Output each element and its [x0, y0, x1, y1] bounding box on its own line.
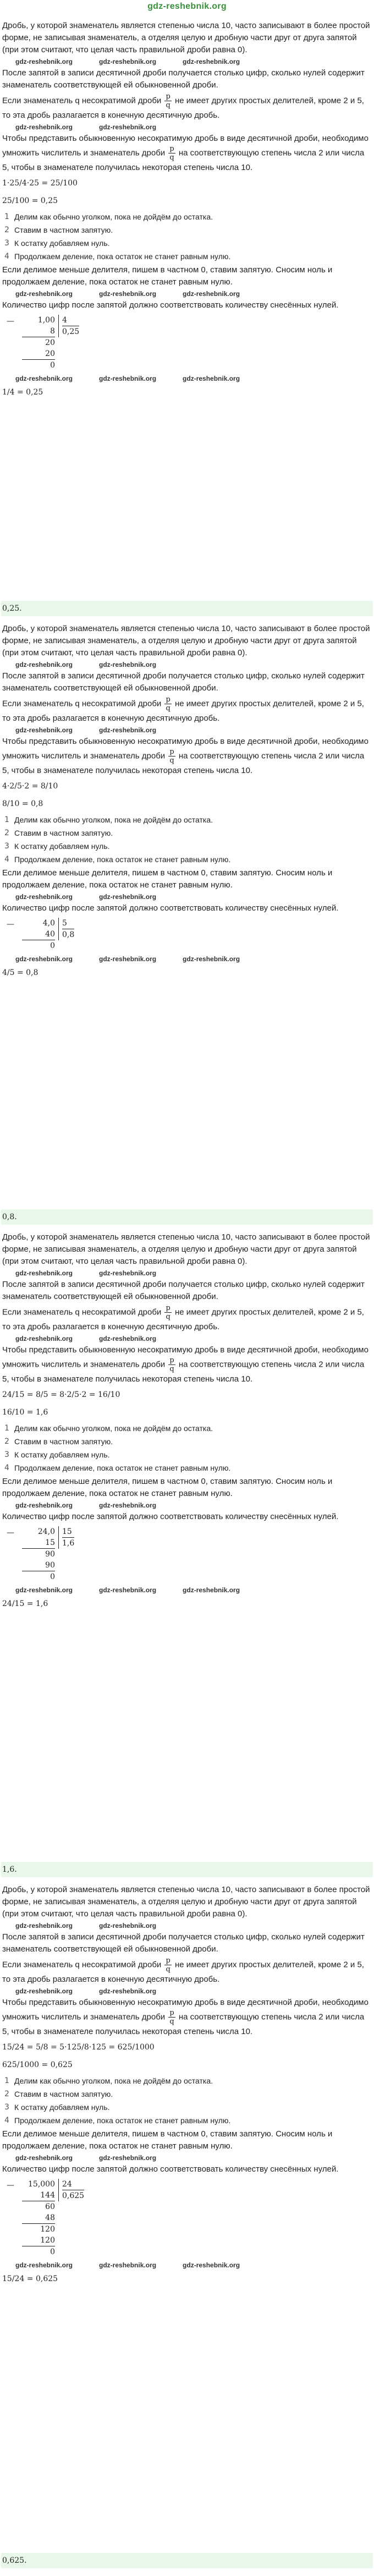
watermark: gdz-reshebnik.org [183, 1586, 240, 1594]
equation-decimal: 25/100 = 0,25 [2, 196, 58, 205]
theory-digit-count: Количество цифр после запятой должно соответствовать количеству снесённых нулей. [2, 300, 339, 310]
solution-section-4 [1, 1877, 373, 2553]
step-4: 4 Продолжаем деление, пока остаток не станет равным нулю. [4, 252, 231, 261]
watermark: gdz-reshebnik.org [99, 893, 157, 901]
step-1: 1 Делим как обычно уголком, пока не дойдём до остатка. [4, 2076, 213, 2085]
watermark: gdz-reshebnik.org [99, 375, 157, 382]
fraction-p-q: $\frac{p}{q}$ [166, 695, 170, 712]
watermark: gdz-reshebnik.org [99, 1987, 157, 1995]
fraction-p-q: $\frac{p}{q}$ [166, 92, 170, 109]
watermark: gdz-reshebnik.org [15, 2154, 73, 2162]
watermark: gdz-reshebnik.org [15, 375, 73, 382]
watermark-row [2, 1586, 372, 1594]
watermark: gdz-reshebnik.org [15, 1922, 73, 1930]
theory-decimal-notation: Дробь, у которой знаменатель является степенью числа 10, часто записывают в более простой форме, не записывая знаменатель, а отделяя целую и дробную части друг от друга запятой (при этом считают, что целая часть правильной дроби равна 0). [2, 624, 370, 657]
watermark: gdz-reshebnik.org [99, 1335, 157, 1342]
watermark: gdz-reshebnik.org [99, 955, 157, 963]
result-equation: 15/24 = 0,625 [2, 2274, 58, 2283]
watermark-row [2, 726, 372, 735]
step-4: 4 Продолжаем деление, пока остаток не станет равным нулю. [4, 2116, 231, 2125]
theory-dividend-less: Если делимое меньше делителя, пишем в частном 0, ставим запятую. Сносим ноль и продолжаем деление, пока остаток не станет равным нулю. [2, 2129, 333, 2151]
theory-decimal-notation: Дробь, у которой знаменатель является степенью числа 10, часто записывают в более простой форме, не записывая знаменатель, а отделяя целую и дробную части друг от друга запятой (при этом считают, что целая часть правильной дроби равна 0). [2, 21, 370, 54]
equation-decimal: 625/1000 = 0,625 [2, 2060, 73, 2069]
watermark: gdz-reshebnik.org [99, 661, 157, 668]
result-equation: 4/5 = 0,8 [2, 968, 38, 977]
answer-4: 0,625. [1, 2553, 373, 2568]
solution-content [0, 13, 374, 2568]
result-equation: 24/15 = 1,6 [2, 1599, 48, 1608]
theory-conversion-method: Чтобы представить обыкновенную несократимую дробь в виде десятичной дроби, необходимо умножить числитель и знаменатель дроби $\frac{p}{q}$ на соответствующую степень числа 2 или числа 5, чтобы в знаменателе получилась некоторая степень числа 10. [2, 1345, 369, 1384]
theory-conversion-method: Чтобы представить обыкновенную несократимую дробь в виде десятичной дроби, необходимо умножить числитель и знаменатель дроби $\frac{p}{q}$ на соответствующую степень числа 2 или числа 5, чтобы в знаменателе получилась некоторая степень числа 10. [2, 1998, 369, 2036]
equation-multiply: 15/24 = 5/8 = 5·125/8·125 = 625/1000 [2, 2043, 155, 2052]
site-brand-link[interactable]: gdz-reshebnik.org [147, 2, 227, 11]
step-3: 3 К остатку добавляем нуль. [4, 842, 110, 851]
watermark: gdz-reshebnik.org [99, 290, 157, 298]
solution-section-3 [1, 1225, 373, 1862]
watermark: gdz-reshebnik.org [183, 375, 240, 382]
watermark-row [2, 892, 372, 901]
step-3: 3 К остатку добавляем нуль. [4, 1450, 110, 1459]
watermark: gdz-reshebnik.org [99, 58, 157, 65]
step-1: 1 Делим как обычно уголком, пока не дойдём до остатка. [4, 212, 213, 221]
watermark-row [2, 1921, 372, 1930]
watermark: gdz-reshebnik.org [15, 893, 73, 901]
watermark-row [2, 289, 372, 298]
watermark: gdz-reshebnik.org [15, 661, 73, 668]
theory-prime-divisors: Если знаменатель q несократимой дроби $\frac{p}{q}$ не имеет других простых делителей, кроме 2 и 5, то эта дробь разлагается в конечную десятичную дробь. [2, 695, 364, 723]
theory-prime-divisors: Если знаменатель q несократимой дроби $\frac{p}{q}$ не имеет других простых делителей, кроме 2 и 5, то эта дробь разлагается в конечную десятичную дробь. [2, 92, 364, 120]
theory-conversion-method: Чтобы представить обыкновенную несократимую дробь в виде десятичной дроби, необходимо умножить числитель и знаменатель дроби $\frac{p}{q}$ на соответствующую степень числа 2 или числа 5, чтобы в знаменателе получилась некоторая степень числа 10. [2, 134, 369, 172]
watermark-row [2, 2153, 372, 2162]
watermark: gdz-reshebnik.org [99, 1269, 157, 1277]
watermark-row [2, 660, 372, 669]
theory-conversion-method: Чтобы представить обыкновенную несократимую дробь в виде десятичной дроби, необходимо умножить числитель и знаменатель дроби $\frac{p}{q}$ на соответствующую степень числа 2 или числа 5, чтобы в знаменателе получилась некоторая степень числа 10. [2, 737, 369, 775]
watermark: gdz-reshebnik.org [15, 58, 73, 65]
fraction-p-q: $\frac{p}{q}$ [169, 748, 174, 765]
fraction-p-q: $\frac{p}{q}$ [166, 1304, 170, 1321]
watermark: gdz-reshebnik.org [183, 58, 240, 65]
watermark: gdz-reshebnik.org [183, 955, 240, 963]
watermark: gdz-reshebnik.org [99, 123, 157, 131]
watermark: gdz-reshebnik.org [99, 1922, 157, 1930]
step-3: 3 К остатку добавляем нуль. [4, 2103, 110, 2112]
watermark: gdz-reshebnik.org [15, 290, 73, 298]
watermark-row [2, 1334, 372, 1343]
watermark-row [2, 2261, 372, 2270]
watermark-row [2, 1987, 372, 1996]
step-3: 3 К остатку добавляем нуль. [4, 239, 110, 248]
step-2: 2 Ставим в частном запятую. [4, 2090, 113, 2098]
watermark: gdz-reshebnik.org [15, 1501, 73, 1509]
equation-multiply: 1·25/4·25 = 25/100 [2, 179, 78, 188]
theory-digit-count: Количество цифр после запятой должно соответствовать количеству снесённых нулей. [2, 2164, 339, 2174]
step-2: 2 Ставим в частном запятую. [4, 226, 113, 234]
step-1: 1 Делим как обычно уголком, пока не дойдём до остатка. [4, 815, 213, 824]
theory-digit-count: Количество цифр после запятой должно соответствовать количеству снесённых нулей. [2, 903, 339, 913]
watermark: gdz-reshebnik.org [15, 1269, 73, 1277]
equation-multiply: 24/15 = 8/5 = 8·2/5·2 = 16/10 [2, 1390, 120, 1399]
watermark: gdz-reshebnik.org [15, 123, 73, 131]
theory-digits-after-comma: После запятой в записи десятичной дроби получается столько цифр, сколько нулей содержит знаменатель соответствующей ей обыкновенной дроби. [2, 1932, 365, 1954]
long-division: — 15,000 144 60 48 120 120 0 24 0,625 [7, 2180, 85, 2256]
solution-section-1 [1, 13, 373, 601]
equation-decimal: 16/10 = 1,6 [2, 1408, 48, 1417]
theory-dividend-less: Если делимое меньше делителя, пишем в частном 0, ставим запятую. Сносим ноль и продолжаем деление, пока остаток не станет равным нулю. [2, 868, 333, 890]
long-division: — 4,0 40 0 5 0,8 [7, 919, 75, 950]
site-header [0, 0, 374, 13]
watermark-row [2, 1501, 372, 1510]
theory-prime-divisors: Если знаменатель q несократимой дроби $\frac{p}{q}$ не имеет других простых делителей, кроме 2 и 5, то эта дробь разлагается в конечную десятичную дробь. [2, 1304, 364, 1331]
theory-digit-count: Количество цифр после запятой должно соответствовать количеству снесённых нулей. [2, 1512, 339, 1521]
watermark-row [2, 57, 372, 66]
theory-prime-divisors: Если знаменатель q несократимой дроби $\frac{p}{q}$ не имеет других простых делителей, кроме 2 и 5, то эта дробь разлагается в конечную десятичную дробь. [2, 1956, 364, 1984]
answer-1: 0,25. [1, 601, 373, 616]
solution-section-2 [1, 616, 373, 1209]
watermark: gdz-reshebnik.org [15, 726, 73, 734]
step-4: 4 Продолжаем деление, пока остаток не станет равным нулю. [4, 1464, 231, 1472]
watermark-row [2, 374, 372, 383]
step-2: 2 Ставим в частном запятую. [4, 1437, 113, 1446]
theory-dividend-less: Если делимое меньше делителя, пишем в частном 0, ставим запятую. Сносим ноль и продолжаем деление, пока остаток не станет равным нулю. [2, 1477, 333, 1498]
theory-decimal-notation: Дробь, у которой знаменатель является степенью числа 10, часто записывают в более простой форме, не записывая знаменатель, а отделяя целую и дробную части друг от друга запятой (при этом считают, что целая часть правильной дроби равна 0). [2, 1885, 370, 1919]
fraction-p-q: $\frac{p}{q}$ [166, 1956, 170, 1974]
watermark: gdz-reshebnik.org [15, 1586, 73, 1594]
watermark: gdz-reshebnik.org [15, 2261, 73, 2269]
watermark: gdz-reshebnik.org [99, 1586, 157, 1594]
watermark: gdz-reshebnik.org [99, 2154, 157, 2162]
step-2: 2 Ставим в частном запятую. [4, 829, 113, 837]
theory-digits-after-comma: После запятой в записи десятичной дроби получается столько цифр, сколько нулей содержит знаменатель соответствующей ей обыкновенной дроби. [2, 68, 365, 90]
theory-dividend-less: Если делимое меньше делителя, пишем в частном 0, ставим запятую. Сносим ноль и продолжаем деление, пока остаток не станет равным нулю. [2, 265, 333, 287]
watermark-row [2, 955, 372, 963]
step-4: 4 Продолжаем деление, пока остаток не станет равным нулю. [4, 855, 231, 864]
fraction-p-q: $\frac{p}{q}$ [169, 145, 174, 162]
watermark-row [2, 1269, 372, 1278]
step-1: 1 Делим как обычно уголком, пока не дойдём до остатка. [4, 1424, 213, 1433]
result-equation: 1/4 = 0,25 [2, 388, 43, 397]
fraction-p-q: $\frac{p}{q}$ [169, 2009, 174, 2026]
watermark: gdz-reshebnik.org [183, 2261, 240, 2269]
watermark: gdz-reshebnik.org [99, 726, 157, 734]
answer-3: 1,6. [1, 1862, 373, 1877]
watermark: gdz-reshebnik.org [99, 1501, 157, 1509]
watermark: gdz-reshebnik.org [15, 1987, 73, 1995]
fraction-p-q: $\frac{p}{q}$ [169, 1356, 174, 1373]
answer-2: 0,8. [1, 1209, 373, 1225]
long-division: — 1,00 8 20 20 0 4 0,25 [7, 316, 80, 370]
theory-digits-after-comma: После запятой в записи десятичной дроби получается столько цифр, сколько нулей содержит знаменатель соответствующей ей обыкновенной дроби. [2, 1280, 365, 1301]
long-division: — 24,0 15 90 90 0 15 1,6 [7, 1527, 75, 1581]
equation-decimal: 8/10 = 0,8 [2, 799, 43, 808]
theory-decimal-notation: Дробь, у которой знаменатель является степенью числа 10, часто записывают в более простой форме, не записывая знаменатель, а отделяя целую и дробную части друг от друга запятой (при этом считают, что целая часть правильной дроби равна 0). [2, 1232, 370, 1266]
theory-digits-after-comma: После запятой в записи десятичной дроби получается столько цифр, сколько нулей содержит знаменатель соответствующей ей обыкновенной дроби. [2, 671, 365, 693]
watermark: gdz-reshebnik.org [99, 2261, 157, 2269]
equation-multiply: 4·2/5·2 = 8/10 [2, 782, 58, 791]
watermark-row [2, 123, 372, 131]
watermark: gdz-reshebnik.org [183, 290, 240, 298]
watermark: gdz-reshebnik.org [15, 955, 73, 963]
watermark: gdz-reshebnik.org [15, 1335, 73, 1342]
